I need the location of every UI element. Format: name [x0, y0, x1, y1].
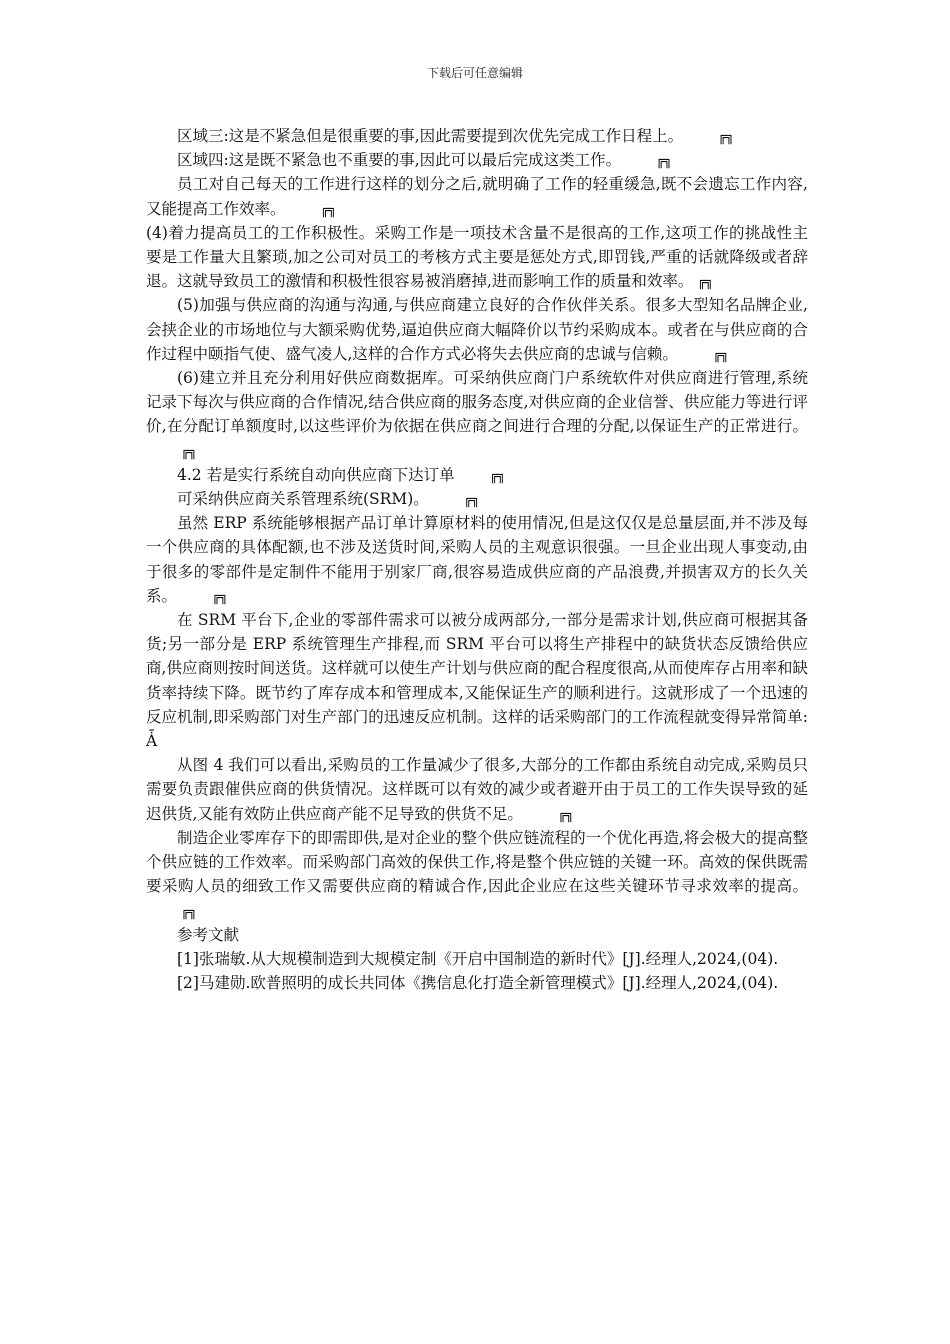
paragraph-text: 虽然 ERP 系统能够根据产品订单计算原材料的使用情况,但是这仅仅是总量层面,并不涉及每一个供应商的具体配额,也不涉及送货时间,采购人员的主观意识很强。一旦企业出现人事变动,由于很多的零部件是定制件不能用于别家厂商,很容易造成供应商的产品浪费,并损害双方的长久关系。 — [146, 514, 808, 605]
paragraph-mark-icon: ╔╗ — [557, 807, 574, 823]
paragraph-text: 员工对自己每天的工作进行这样的划分之后,就明确了工作的轻重缓急,既不会遗忘工作内容,又能提高工作效率。 — [146, 175, 808, 218]
paragraph-text: 区域四:这是既不紧急也不重要的事,因此可以最后完成这类工作。 — [177, 151, 622, 170]
paragraph-text: (6)建立并且充分利用好供应商数据库。可采纳供应商门户系统软件对供应商进行管理,系统记录下每次与供应商的合作情况,结合供应商的服务态度,对供应商的企业信誉、供应能力等进行评价,在分配订单额度时,以这些评价为依据在供应商之间进行合理的分配,以保证生产的正常进行。 — [146, 369, 808, 436]
paragraph-mark-icon: ╔╗ — [718, 130, 734, 145]
paragraph-mark-icon: ╔╗ — [712, 347, 729, 363]
heading-text: 4.2 若是实行系统自动向供应商下达订单 — [177, 465, 455, 484]
paragraph-mark-icon: ╔╗ — [697, 275, 714, 291]
paragraph-region-four — [146, 148, 808, 172]
paragraph-text: 从图 4 我们可以看出,采购员的工作量减少了很多,大部分的工作都由系统自动完成,采购员只需要负责跟催供应商的供货情况。这样既可以有效的减少或者避开由于员工的工作失误导致的延迟供货,又能有效防止供应商产能不足导致的供货不足。 — [146, 756, 808, 823]
reference-item-1 — [146, 947, 808, 971]
paragraph-erp — [146, 511, 808, 608]
section-heading-4-2 — [146, 463, 808, 487]
paragraph-srm-platform — [146, 608, 808, 753]
paragraph-item-4 — [146, 221, 808, 294]
paragraph-work-division — [146, 172, 808, 220]
heading-text: 参考文献 — [177, 925, 240, 944]
paragraph-mark-icon: ╔╗ — [320, 202, 337, 218]
paragraph-mark-icon: ╔╗ — [489, 468, 506, 484]
paragraph-text: 在 SRM 平台下,企业的零部件需求可以被分成两部分,一部分是需求计划,供应商可根据其备货;另一部分是 ERP 系统管理生产排程,而 SRM 平台可以将生产排程中的缺货状态反馈给供应商,供应商则按时间送货。这样就可以使生产计划与供应商的配合程度很高,从而使库存占用率和缺货率持续下降。既节约了库存成本和管理成本,又能保证生产的顺利进行。这就形成了一个迅速的反应机制,即采购部门对生产部门的迅速反应机制。这样的话采购部门的工作流程就变得异常简单:Ǡ — [146, 611, 808, 751]
paragraph-conclusion — [146, 826, 808, 923]
reference-item-2 — [146, 971, 808, 995]
document-body — [146, 124, 808, 995]
reference-text: [1]张瑞敏.从大规模制造到大规模定制《开启中国制造的新时代》[J].经理人,2024,(04). — [177, 949, 779, 968]
page-header-note: 下载后可任意编辑 — [426, 66, 523, 80]
paragraph-srm — [146, 487, 808, 511]
references-heading — [146, 923, 808, 947]
paragraph-mark-icon: ╔╗ — [656, 154, 672, 170]
paragraph-mark-icon: ╔╗ — [463, 493, 480, 509]
paragraph-mark-icon: ╔╗ — [212, 589, 228, 605]
paragraph-text: (5)加强与供应商的沟通与沟通,与供应商建立良好的合作伙伴关系。很多大型知名品牌企业,会挟企业的市场地位与大额采购优势,逼迫供应商大幅降价以节约采购成本。或者在与供应商的合作过程中颐指气使、盛气凌人,这样的合作方式必将失去供应商的忠诚与信赖。 — [146, 296, 808, 363]
paragraph-text: 区域三:这是不紧急但是很重要的事,因此需要提到次优先完成工作日程上。 — [177, 127, 684, 145]
paragraph-region-three — [146, 124, 808, 148]
paragraph-mark-icon: ╔╗ — [181, 904, 197, 920]
paragraph-text: 制造企业零库存下的即需即供,是对企业的整个供应链流程的一个优化再造,将会极大的提高整个供应链的工作效率。而采购部门高效的保供工作,将是整个供应链的关键一环。高效的保供既需要采购人员的细致工作又需要供应商的精诚合作,因此企业应在这些关键环节寻求效率的提高。 — [146, 828, 808, 896]
paragraph-mark-icon: ╔╗ — [181, 444, 197, 460]
paragraph-text: (4)着力提高员工的工作积极性。采购工作是一项技术含量不是很高的工作,这项工作的挑战性主要是工作量大且繁琐,加之公司对员工的考核方式主要是惩处方式,即罚钱,严重的话就降级或者辞退。这就导致员工的激情和积极性很容易被消磨掉,进而影响工作的质量和效率。 — [146, 223, 808, 291]
paragraph-item-5 — [146, 293, 808, 366]
reference-text: [2]马建勋.欧普照明的成长共同体《携信息化打造全新管理模式》[J].经理人,2024,(04). — [177, 974, 779, 993]
paragraph-text: 可采纳供应商关系管理系统(SRM)。 — [177, 490, 429, 509]
paragraph-item-6 — [146, 366, 808, 463]
paragraph-figure-4 — [146, 753, 808, 826]
